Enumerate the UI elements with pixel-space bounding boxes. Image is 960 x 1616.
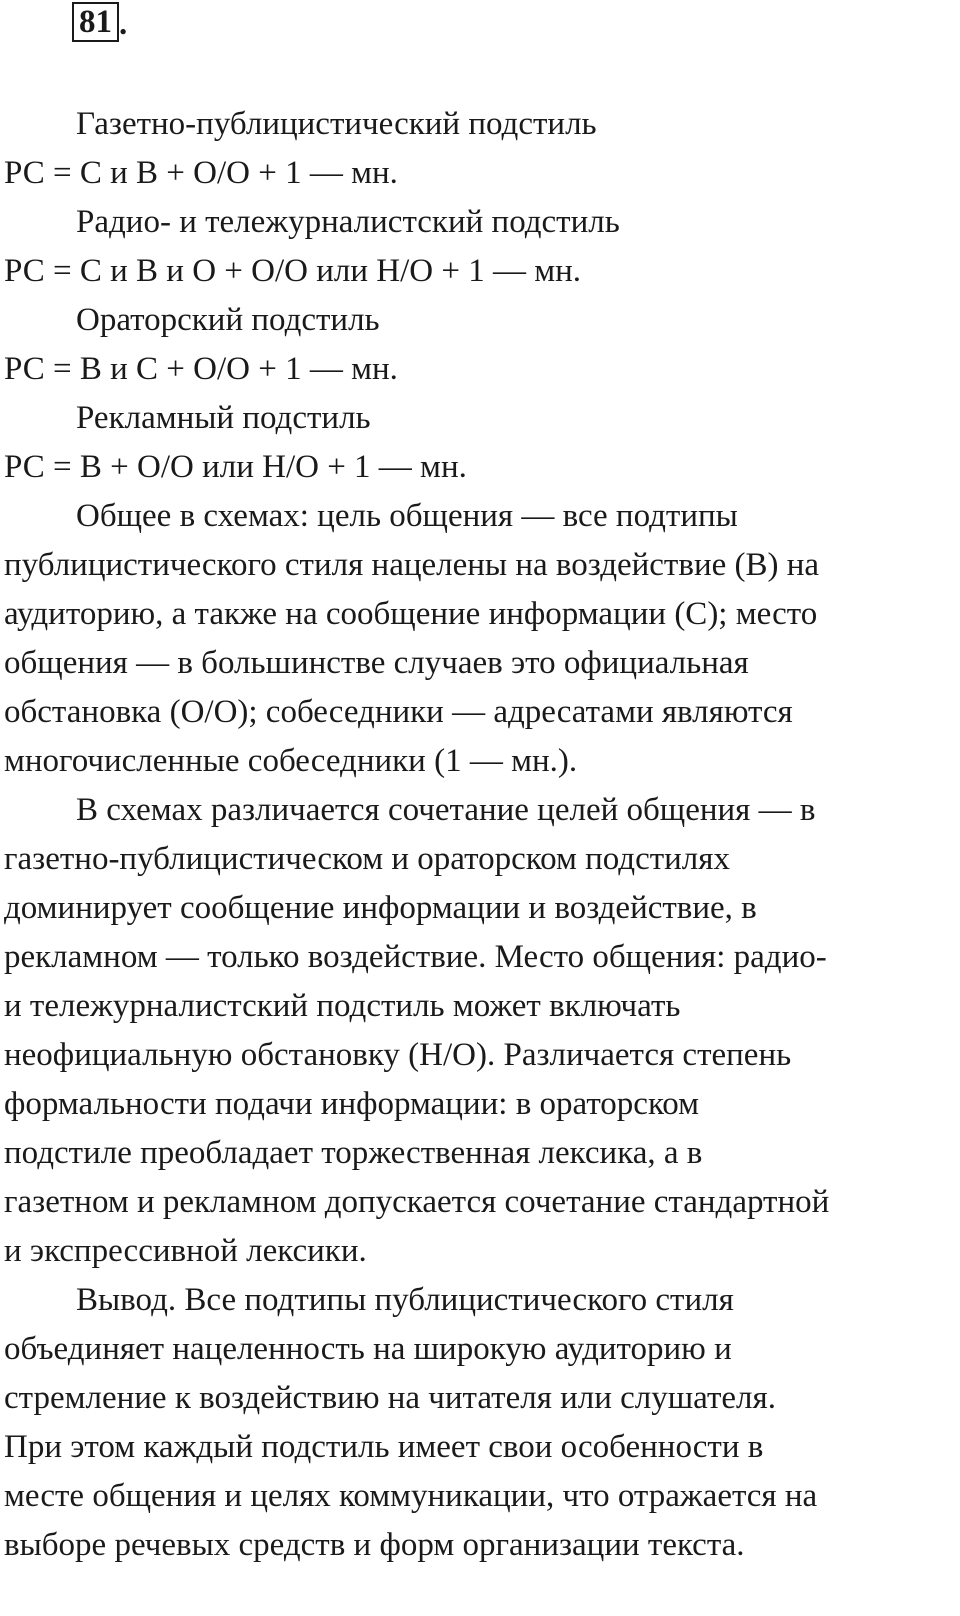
text-line: газетно-публицистическом и ораторском подстилях (4, 841, 730, 877)
text-line: и экспрессивной лексики. (4, 1233, 367, 1269)
text-line: рекламном — только воздействие. Место общения: радио- (4, 939, 827, 975)
text-line: формальности подачи информации: в ораторском (4, 1086, 700, 1122)
paragraph-first-line: Ораторский подстиль (76, 302, 380, 338)
text-line: аудиторию, а также на сообщение информации (С); место (4, 596, 818, 632)
text-line: объединяет нацеленность на широкую аудиторию и (4, 1331, 732, 1367)
text-line: подстиле преобладает торжественная лексика, а в (4, 1135, 703, 1171)
text-line: РС = В и С + О/О + 1 — мн. (4, 351, 398, 387)
paragraph-first-line: В схемах различается сочетание целей общения — в (76, 792, 816, 828)
paragraph-first-line: Газетно-публицистический подстиль (76, 106, 597, 142)
paragraph-first-line: Общее в схемах: цель общения — все подтипы (76, 498, 738, 534)
text-line: РС = С и В и О + О/О или Н/О + 1 — мн. (4, 253, 582, 289)
text-line: неофициальную обстановку (Н/О). Различается степень (4, 1037, 792, 1073)
text-line: стремление к воздействию на читателя или слушателя. (4, 1380, 776, 1416)
text-line: месте общения и целях коммуникации, что отражается на (4, 1478, 818, 1514)
text-line: выборе речевых средств и форм организации текста. (4, 1527, 745, 1563)
text-line: и тележурналистский подстиль может включать (4, 988, 681, 1024)
text-line: публицистического стиля нацелены на воздействие (В) на (4, 547, 820, 583)
text-line: многочисленные собеседники (1 — мн.). (4, 743, 578, 779)
text-line: При этом каждый подстиль имеет свои особенности в (4, 1429, 764, 1465)
text-line: газетном и рекламном допускается сочетание стандартной (4, 1184, 830, 1220)
text-line: доминирует сообщение информации и воздействие, в (4, 890, 757, 926)
paragraph-first-line: Рекламный подстиль (76, 400, 371, 436)
task-number-dot: . (119, 6, 128, 42)
paragraph-first-line: Вывод. Все подтипы публицистического стиля (76, 1282, 734, 1318)
text-line: обстановка (О/О); собеседники — адресатами являются (4, 694, 793, 730)
paragraph-first-line: Радио- и тележурналистский подстиль (76, 204, 620, 240)
task-number (72, 4, 127, 42)
text-line: РС = В + О/О или Н/О + 1 — мн. (4, 449, 467, 485)
text-line: РС = С и В + О/О + 1 — мн. (4, 155, 398, 191)
task-number-box: 81 (72, 2, 119, 42)
text-line: общения — в большинстве случаев это официальная (4, 645, 749, 681)
